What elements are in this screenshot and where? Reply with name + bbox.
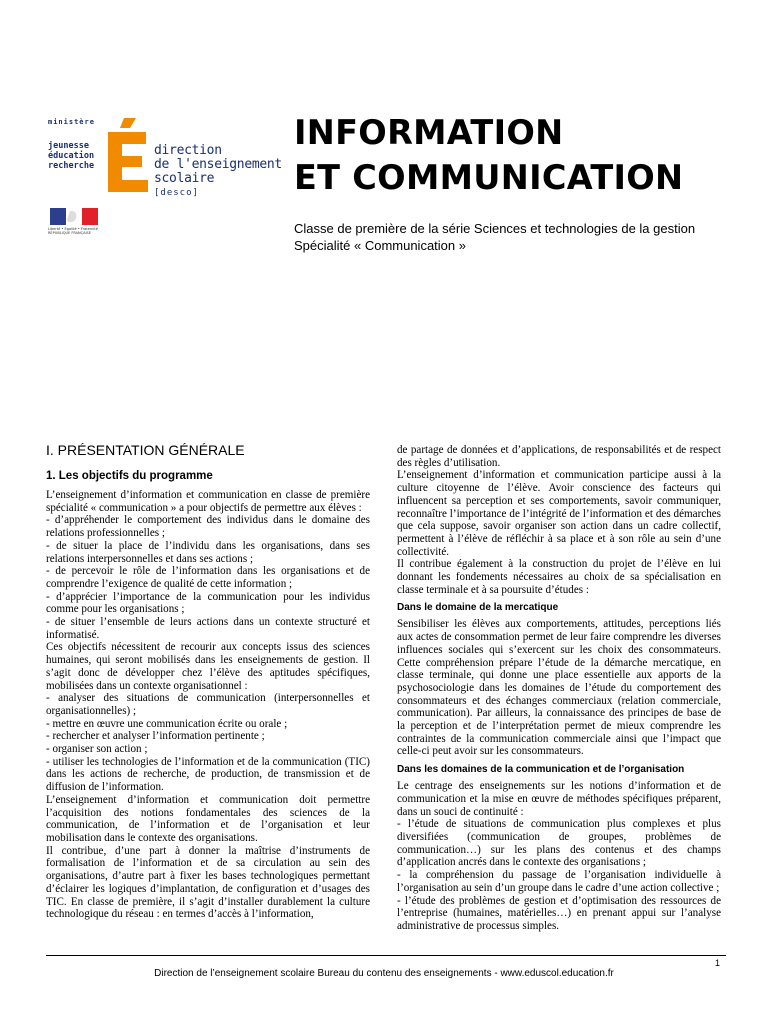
paragraph: - d’appréhender le comportement des individus dans le domaine des relations professionnelles ; (46, 514, 370, 540)
paragraph: - de situer la place de l’individu dans les organisations, dans ses relations interpersonnelles et dans ses actions ; (46, 539, 370, 565)
paragraph: - mettre en œuvre une communication écrite ou orale ; (46, 717, 288, 730)
logo-direction-line-3: scolaire (154, 171, 215, 186)
section-title: I. PRÉSENTATION GÉNÉRALE (46, 442, 245, 458)
paragraph: de partage de données et d’applications, de responsabilités et de respect des règles d’utilisation. (397, 444, 721, 469)
paragraph: - la compréhension du passage de l’organisation individuelle à l’organisation au sein d’un groupe dans le cadre d’une action collective ; (397, 869, 721, 894)
document-subtitle (294, 220, 695, 254)
objectives-title: 1. Les objectifs du programme (46, 470, 213, 482)
communication-organisation-heading: Dans les domaines de la communication et de l’organisation (397, 764, 685, 776)
paragraph: Ces objectifs nécessitent de recourir aux concepts issus des sciences humaines, qui seront mobilisés dans les enseignements de gestion. Il s’agit donc de développer chez l’élève des aptitudes spécifiques, mobilisées dans un contexte organisationnel : (46, 641, 370, 692)
paragraph: Le centrage des enseignements sur les notions d’information et de communication et la mise en œuvre de méthodes spécifiques préparent, dans un souci de continuité : (397, 780, 721, 818)
mercatique-heading: Dans le domaine de la mercatique (397, 602, 559, 614)
paragraph: - organiser son action ; (46, 743, 148, 756)
right-column (397, 444, 721, 933)
desco-logo (46, 108, 296, 238)
logo-direction-line-2: de l'enseignement (154, 157, 282, 172)
title-line-2: ET COMMUNICATION (294, 158, 684, 197)
paragraph: - de situer l’ensemble de leurs actions dans un contexte structuré et informatisé. (46, 616, 370, 641)
flag-caption: Liberté • Égalité • Fraternité RÉPUBLIQUE FRANÇAISE (48, 227, 98, 235)
paragraph: Sensibiliser les élèves aux comportements, attitudes, perceptions liés aux actes de consommation permet de leur faire comprendre les diverses influences sociales qui s’exercent sur les choix des consommateurs. Cette compréhension prépare l’étude de la démarche mercatique, en classe terminale, qui donne une place essentielle aux apports de la psychosociologie dans les domaines de l’étude du comportement des consommateurs et des échanges commerciaux (relation commerciale, communication). Par ailleurs, la connaissance des principes de base de la perception et de l’interprétation permet de mieux comprendre les contraintes de la communication commerciale ainsi que l’impact que celle-ci peut avoir sur les consommateurs. (397, 618, 721, 758)
footer-text: Direction de l’enseignement scolaire Bureau du contenu des enseignements - www.eduscol.education.fr (154, 968, 614, 979)
title-line-1: INFORMATION (294, 113, 564, 152)
logo-line-jeunesse: jeunesse (48, 141, 89, 151)
logo-desco: [desco] (154, 188, 199, 198)
logo-ministry-lines (48, 141, 94, 171)
logo-direction-line-1: direction (154, 143, 222, 158)
paragraph: L’enseignement d’information et communication doit permettre l’acquisition des notions fondamentales des sciences de la communication, de l’information et de l’organisation et leur mobilisation dans le contexte des organisations. (46, 793, 370, 844)
left-column (46, 442, 370, 921)
logo-direction-text (154, 144, 282, 200)
document-title (294, 110, 683, 200)
logo-line-education: éducation (48, 151, 95, 161)
paragraph: - l’étude des problèmes de gestion et d’optimisation des ressources de l’entreprise (humaines, matérielles…) en prenant appui sur l’analyse administrative de processus simples. (397, 894, 721, 932)
subtitle-line-1: Classe de première de la série Sciences et technologies de la gestion (294, 221, 696, 236)
paragraph: - analyser des situations de communication (interpersonnelles et organisationnelles) ; (46, 692, 370, 717)
paragraph: L’enseignement d’information et communication en classe de première spécialité « communication » a pour objectifs de permettre aux élèves : (46, 489, 370, 514)
paragraph: - de percevoir le rôle de l’information dans les organisations et de comprendre l’exigence de qualité de cette information ; (46, 565, 370, 590)
logo-ministere-text: ministère (48, 118, 95, 126)
paragraph: - d’apprécier l’importance de la communication pour les individus comme pour les organisations ; (46, 590, 370, 616)
paragraph: Il contribue également à la construction du projet de l’élève en lui donnant les fondements nécessaires au choix de sa spécialisation en classe terminale et à sa poursuite d’études : (397, 558, 721, 596)
paragraph: - rechercher et analyser l’information pertinente ; (46, 730, 265, 743)
paragraph: L’enseignement d’information et communication participe aussi à la culture citoyenne de l’élève. Avoir conscience des facteurs qui influencent sa perception et ses comportements, savoir communiquer, reconnaître l’importance de l’intégrité de l’information et des démarches que cela suppose, savoir organiser son action dans un cadre collectif, permettent à l’élève de réfléchir à sa place et à son rôle au sein d’une collectivité. (397, 469, 721, 558)
paragraph: - utiliser les technologies de l’information et de la communication (TIC) dans les actions de recherche, de production, de transmission et de diffusion de l’information. (46, 755, 370, 794)
footer-divider (46, 955, 726, 956)
paragraph: - l’étude de situations de communication plus complexes et plus diversifiées (communication de groupes, problèmes de communication…) sur les plans des contenus et des champs d’application ancrés dans le contexte des organisations ; (397, 818, 721, 869)
logo-line-recherche: recherche (48, 161, 95, 171)
subtitle-line-2: Spécialité « Communication » (294, 238, 466, 253)
paragraph: Il contribue, d’une part à donner la maîtrise d’instruments de formalisation de l’information et de sa circulation au sein des organisations, d’autre part à fixer les bases technologiques permettant d’éclairer les logiques d’implantation, de configuration et d’usages des TIC. En classe de première, il s’agit d’installer durablement la culture technologique du réseau : en termes d’accès à l’information, (46, 844, 370, 921)
page-number: 1 (714, 958, 720, 968)
e-accent-logo-icon (102, 116, 152, 196)
